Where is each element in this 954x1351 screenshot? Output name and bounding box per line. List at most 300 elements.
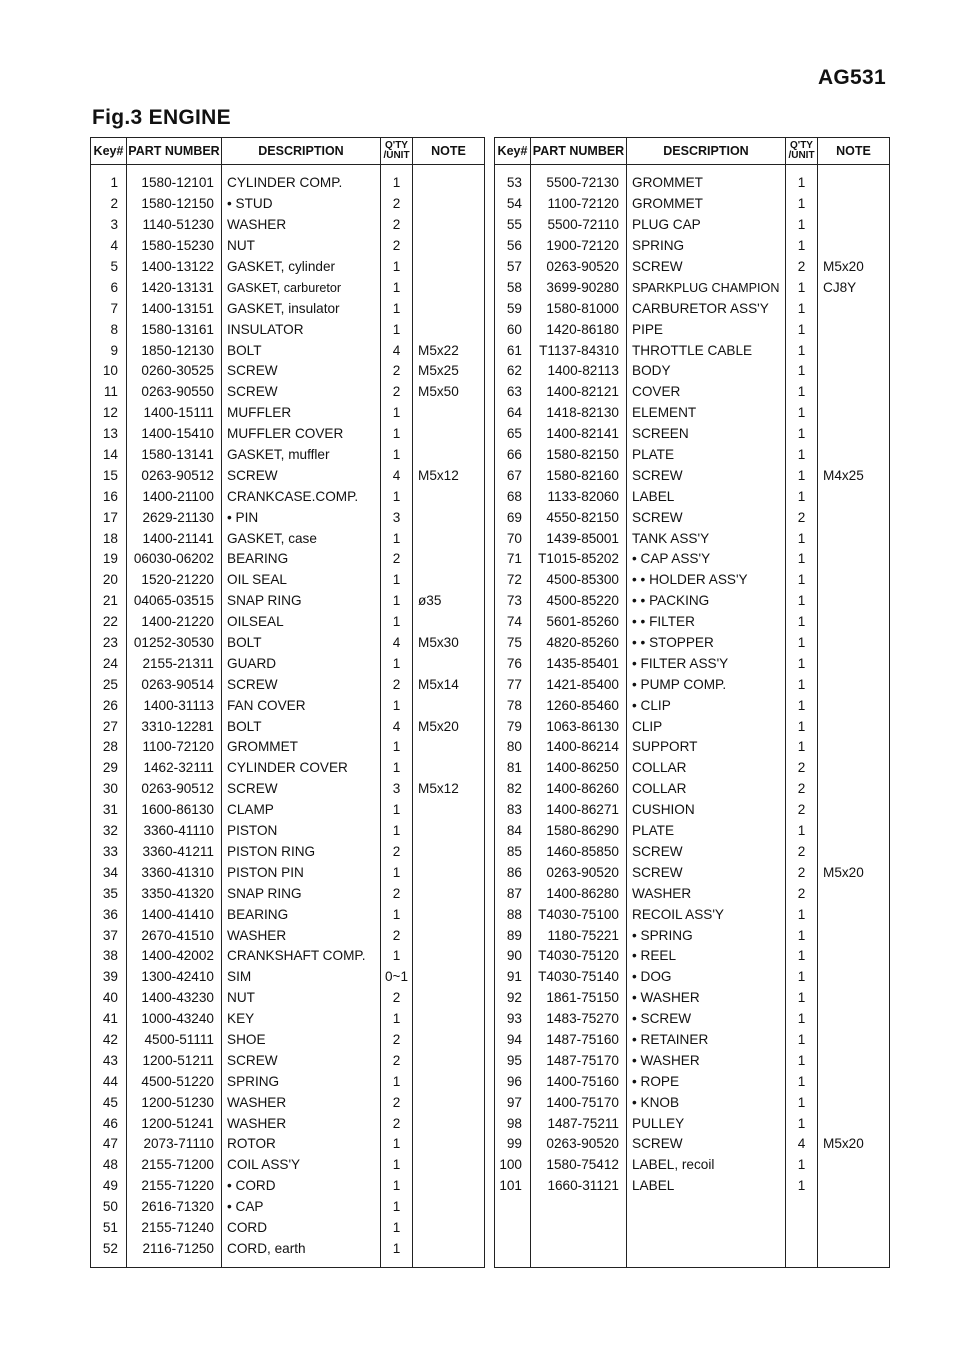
blank-cell bbox=[495, 1218, 531, 1239]
part-qty: 1 bbox=[381, 591, 413, 612]
part-key: 79 bbox=[495, 716, 531, 737]
part-description: LABEL bbox=[627, 1176, 786, 1197]
part-key: 95 bbox=[495, 1050, 531, 1071]
part-number: 1400-86250 bbox=[531, 758, 627, 779]
part-number: 1460-85850 bbox=[531, 842, 627, 863]
part-qty: 2 bbox=[381, 194, 413, 215]
part-description: • • STOPPER bbox=[627, 633, 786, 654]
part-number: 1400-82121 bbox=[531, 382, 627, 403]
part-note bbox=[818, 528, 890, 549]
table-row bbox=[495, 925, 890, 946]
table-row bbox=[495, 612, 890, 633]
part-description: SCREW bbox=[222, 361, 381, 382]
part-description: CYLINDER COMP. bbox=[222, 165, 381, 194]
part-qty: 4 bbox=[786, 1134, 818, 1155]
table-row bbox=[91, 1238, 485, 1259]
part-note: M5x12 bbox=[413, 465, 485, 486]
part-note bbox=[818, 737, 890, 758]
table-row bbox=[91, 465, 485, 486]
part-number: 1483-75270 bbox=[531, 1009, 627, 1030]
part-note bbox=[818, 194, 890, 215]
col-header-part-number: PART NUMBER bbox=[531, 138, 627, 165]
part-qty: 1 bbox=[381, 800, 413, 821]
table-body-right bbox=[495, 165, 890, 1268]
part-qty: 1 bbox=[786, 1030, 818, 1051]
table-row bbox=[91, 946, 485, 967]
part-note bbox=[413, 925, 485, 946]
part-key: 93 bbox=[495, 1009, 531, 1030]
part-key: 60 bbox=[495, 319, 531, 340]
part-number: 3360-41211 bbox=[127, 842, 222, 863]
part-key: 75 bbox=[495, 633, 531, 654]
table-row bbox=[495, 591, 890, 612]
part-qty: 1 bbox=[786, 988, 818, 1009]
table-row bbox=[91, 1176, 485, 1197]
part-note bbox=[413, 842, 485, 863]
part-qty: 1 bbox=[381, 653, 413, 674]
table-row-blank bbox=[495, 1218, 890, 1239]
part-note: M5x14 bbox=[413, 674, 485, 695]
table-row bbox=[495, 1030, 890, 1051]
part-description: ROTOR bbox=[222, 1134, 381, 1155]
part-description: • ROPE bbox=[627, 1071, 786, 1092]
table-row bbox=[495, 653, 890, 674]
part-key: 88 bbox=[495, 904, 531, 925]
part-key: 34 bbox=[91, 862, 127, 883]
part-number: 0263-90520 bbox=[531, 862, 627, 883]
part-number: 1400-13151 bbox=[127, 298, 222, 319]
table-row bbox=[91, 1113, 485, 1134]
part-number: 2155-71240 bbox=[127, 1218, 222, 1239]
blank-cell bbox=[627, 1238, 786, 1259]
part-note bbox=[413, 1197, 485, 1218]
table-row bbox=[495, 445, 890, 466]
part-description: SCREW bbox=[222, 382, 381, 403]
part-number: 1462-32111 bbox=[127, 758, 222, 779]
part-description: SCREW bbox=[627, 465, 786, 486]
part-note bbox=[413, 528, 485, 549]
table-row bbox=[91, 1050, 485, 1071]
part-key: 50 bbox=[91, 1197, 127, 1218]
part-note bbox=[818, 612, 890, 633]
part-qty: 1 bbox=[786, 695, 818, 716]
part-number: 1487-75160 bbox=[531, 1030, 627, 1051]
part-note bbox=[818, 1113, 890, 1134]
part-key: 26 bbox=[91, 695, 127, 716]
part-description: BOLT bbox=[222, 340, 381, 361]
part-note bbox=[413, 1030, 485, 1051]
blank-cell bbox=[531, 1197, 627, 1218]
table-row bbox=[495, 549, 890, 570]
part-key: 29 bbox=[91, 758, 127, 779]
part-number: 4550-82150 bbox=[531, 507, 627, 528]
table-row bbox=[91, 319, 485, 340]
part-note bbox=[413, 1071, 485, 1092]
part-key: 23 bbox=[91, 633, 127, 654]
table-row bbox=[91, 1030, 485, 1051]
blank-cell bbox=[786, 1197, 818, 1218]
part-number: 1400-75160 bbox=[531, 1071, 627, 1092]
table-row bbox=[495, 298, 890, 319]
part-note: M5x20 bbox=[818, 1134, 890, 1155]
part-qty: 1 bbox=[381, 758, 413, 779]
part-qty: 1 bbox=[381, 403, 413, 424]
part-number: 04065-03515 bbox=[127, 591, 222, 612]
part-key: 24 bbox=[91, 653, 127, 674]
table-row bbox=[495, 674, 890, 695]
blank-cell bbox=[786, 1238, 818, 1259]
part-key: 41 bbox=[91, 1009, 127, 1030]
part-note bbox=[818, 1071, 890, 1092]
part-qty: 1 bbox=[381, 319, 413, 340]
part-note bbox=[818, 716, 890, 737]
part-qty: 1 bbox=[786, 737, 818, 758]
part-description: PLATE bbox=[627, 445, 786, 466]
table-row bbox=[91, 403, 485, 424]
table-row bbox=[91, 1092, 485, 1113]
part-note bbox=[818, 842, 890, 863]
part-description: SPRING bbox=[627, 236, 786, 257]
part-description: • SCREW bbox=[627, 1009, 786, 1030]
part-note bbox=[413, 1050, 485, 1071]
part-description: • • HOLDER ASS'Y bbox=[627, 570, 786, 591]
part-note bbox=[818, 904, 890, 925]
table-row bbox=[91, 967, 485, 988]
part-qty: 1 bbox=[381, 424, 413, 445]
part-number: 1580-15230 bbox=[127, 236, 222, 257]
part-qty: 1 bbox=[381, 165, 413, 194]
part-note bbox=[413, 298, 485, 319]
table-row bbox=[91, 800, 485, 821]
part-qty: 1 bbox=[786, 528, 818, 549]
part-note bbox=[818, 591, 890, 612]
part-qty: 1 bbox=[786, 967, 818, 988]
table-row bbox=[91, 277, 485, 298]
table-row bbox=[91, 528, 485, 549]
spacer-cell bbox=[495, 1259, 531, 1268]
part-qty: 2 bbox=[381, 842, 413, 863]
table-row bbox=[495, 737, 890, 758]
part-note bbox=[413, 424, 485, 445]
table-row bbox=[495, 194, 890, 215]
part-qty: 2 bbox=[786, 507, 818, 528]
part-description: TANK ASS'Y bbox=[627, 528, 786, 549]
part-qty: 2 bbox=[786, 883, 818, 904]
part-number: T1015-85202 bbox=[531, 549, 627, 570]
part-description: LABEL, recoil bbox=[627, 1155, 786, 1176]
part-description: SCREEN bbox=[627, 424, 786, 445]
part-note bbox=[818, 633, 890, 654]
part-key: 43 bbox=[91, 1050, 127, 1071]
part-description: KEY bbox=[222, 1009, 381, 1030]
part-key: 20 bbox=[91, 570, 127, 591]
part-key: 74 bbox=[495, 612, 531, 633]
part-description: SIM bbox=[222, 967, 381, 988]
table-row bbox=[495, 904, 890, 925]
part-key: 17 bbox=[91, 507, 127, 528]
part-description: PISTON bbox=[222, 821, 381, 842]
part-number: 1400-13122 bbox=[127, 257, 222, 278]
table-row bbox=[495, 528, 890, 549]
part-qty: 1 bbox=[786, 1176, 818, 1197]
part-description: SCREW bbox=[627, 862, 786, 883]
col-header-qty bbox=[786, 138, 818, 165]
spacer-cell bbox=[127, 1259, 222, 1268]
part-number: 1400-86271 bbox=[531, 800, 627, 821]
part-note bbox=[413, 215, 485, 236]
part-description: • CAP bbox=[222, 1197, 381, 1218]
part-description: SCREW bbox=[627, 257, 786, 278]
part-note bbox=[818, 1092, 890, 1113]
table-row bbox=[495, 361, 890, 382]
part-qty: 2 bbox=[381, 361, 413, 382]
part-number: 1600-86130 bbox=[127, 800, 222, 821]
blank-cell bbox=[531, 1238, 627, 1259]
table-row bbox=[91, 883, 485, 904]
part-qty: 2 bbox=[381, 382, 413, 403]
part-number: 1400-15410 bbox=[127, 424, 222, 445]
part-description: GASKET, muffler bbox=[222, 445, 381, 466]
part-note bbox=[818, 883, 890, 904]
part-key: 86 bbox=[495, 862, 531, 883]
part-key: 22 bbox=[91, 612, 127, 633]
part-note bbox=[818, 967, 890, 988]
part-number: 1400-21220 bbox=[127, 612, 222, 633]
part-qty: 4 bbox=[381, 465, 413, 486]
part-qty: 1 bbox=[381, 486, 413, 507]
part-note bbox=[818, 800, 890, 821]
part-number: 1400-75170 bbox=[531, 1092, 627, 1113]
part-number: 1418-82130 bbox=[531, 403, 627, 424]
part-description: THROTTLE CABLE bbox=[627, 340, 786, 361]
part-note bbox=[413, 403, 485, 424]
part-key: 82 bbox=[495, 779, 531, 800]
part-qty: 1 bbox=[786, 946, 818, 967]
blank-cell bbox=[818, 1238, 890, 1259]
part-number: 1100-72120 bbox=[127, 737, 222, 758]
table-row bbox=[495, 695, 890, 716]
col-header-note: NOTE bbox=[413, 138, 485, 165]
table-row bbox=[91, 215, 485, 236]
part-number: 1580-13161 bbox=[127, 319, 222, 340]
part-description: BOLT bbox=[222, 716, 381, 737]
part-number: 0263-90520 bbox=[531, 1134, 627, 1155]
part-number: 1439-85001 bbox=[531, 528, 627, 549]
part-number: 2616-71320 bbox=[127, 1197, 222, 1218]
table-row bbox=[495, 633, 890, 654]
part-number: 3310-12281 bbox=[127, 716, 222, 737]
spacer-cell bbox=[531, 1259, 627, 1268]
part-qty: 1 bbox=[786, 821, 818, 842]
part-note bbox=[818, 361, 890, 382]
part-number: 1580-82150 bbox=[531, 445, 627, 466]
part-qty: 2 bbox=[381, 1050, 413, 1071]
table-row bbox=[495, 1092, 890, 1113]
part-note bbox=[818, 340, 890, 361]
part-note bbox=[413, 967, 485, 988]
spacer-cell bbox=[381, 1259, 413, 1268]
part-description: SNAP RING bbox=[222, 591, 381, 612]
part-note bbox=[818, 653, 890, 674]
part-number: 2629-21130 bbox=[127, 507, 222, 528]
blank-cell bbox=[818, 1218, 890, 1239]
table-row bbox=[91, 591, 485, 612]
part-number: 0263-90520 bbox=[531, 257, 627, 278]
table-row bbox=[495, 277, 890, 298]
part-description: BOLT bbox=[222, 633, 381, 654]
part-description: NUT bbox=[222, 988, 381, 1009]
part-key: 67 bbox=[495, 465, 531, 486]
figure-title: Fig.3 ENGINE bbox=[92, 106, 231, 129]
part-note bbox=[413, 883, 485, 904]
part-description: COLLAR bbox=[627, 779, 786, 800]
part-note bbox=[413, 904, 485, 925]
part-description: • SPRING bbox=[627, 925, 786, 946]
part-qty: 1 bbox=[786, 1009, 818, 1030]
part-key: 96 bbox=[495, 1071, 531, 1092]
part-qty: 1 bbox=[786, 591, 818, 612]
part-qty: 1 bbox=[786, 549, 818, 570]
part-number: T4030-75140 bbox=[531, 967, 627, 988]
part-key: 83 bbox=[495, 800, 531, 821]
part-key: 80 bbox=[495, 737, 531, 758]
table-row bbox=[91, 1155, 485, 1176]
part-number: 1000-43240 bbox=[127, 1009, 222, 1030]
part-number: 1420-86180 bbox=[531, 319, 627, 340]
part-key: 7 bbox=[91, 298, 127, 319]
table-row bbox=[495, 257, 890, 278]
part-key: 51 bbox=[91, 1218, 127, 1239]
part-qty: 2 bbox=[381, 215, 413, 236]
spacer-cell bbox=[413, 1259, 485, 1268]
table-row bbox=[495, 507, 890, 528]
part-key: 62 bbox=[495, 361, 531, 382]
part-description: CLIP bbox=[627, 716, 786, 737]
part-key: 92 bbox=[495, 988, 531, 1009]
part-number: 1300-42410 bbox=[127, 967, 222, 988]
table-row bbox=[495, 486, 890, 507]
part-qty: 1 bbox=[381, 1238, 413, 1259]
col-header-description: DESCRIPTION bbox=[627, 138, 786, 165]
blank-cell bbox=[627, 1218, 786, 1239]
part-key: 77 bbox=[495, 674, 531, 695]
part-qty: 2 bbox=[786, 842, 818, 863]
part-key: 78 bbox=[495, 695, 531, 716]
part-number: 5500-72130 bbox=[531, 165, 627, 194]
part-description: SCREW bbox=[627, 507, 786, 528]
part-key: 63 bbox=[495, 382, 531, 403]
part-note bbox=[818, 382, 890, 403]
part-note: M5x25 bbox=[413, 361, 485, 382]
part-number: 01252-30530 bbox=[127, 633, 222, 654]
part-note bbox=[413, 862, 485, 883]
part-key: 18 bbox=[91, 528, 127, 549]
part-note bbox=[413, 1113, 485, 1134]
part-description: INSULATOR bbox=[222, 319, 381, 340]
part-note bbox=[413, 319, 485, 340]
part-description: PISTON RING bbox=[222, 842, 381, 863]
table-row bbox=[91, 1071, 485, 1092]
part-note bbox=[818, 165, 890, 194]
part-description: • KNOB bbox=[627, 1092, 786, 1113]
part-qty: 1 bbox=[786, 612, 818, 633]
part-qty: 2 bbox=[786, 779, 818, 800]
part-qty: 2 bbox=[381, 674, 413, 695]
part-description: • • FILTER bbox=[627, 612, 786, 633]
part-note: M5x50 bbox=[413, 382, 485, 403]
part-qty: 1 bbox=[786, 1113, 818, 1134]
part-description: MUFFLER COVER bbox=[222, 424, 381, 445]
part-number: 2155-71200 bbox=[127, 1155, 222, 1176]
part-key: 76 bbox=[495, 653, 531, 674]
table-row bbox=[91, 779, 485, 800]
table-row bbox=[91, 716, 485, 737]
part-qty: 1 bbox=[786, 1050, 818, 1071]
part-qty: 1 bbox=[786, 674, 818, 695]
part-key: 10 bbox=[91, 361, 127, 382]
part-key: 45 bbox=[91, 1092, 127, 1113]
part-description: BEARING bbox=[222, 904, 381, 925]
part-number: 2155-21311 bbox=[127, 653, 222, 674]
table-row bbox=[91, 695, 485, 716]
part-key: 39 bbox=[91, 967, 127, 988]
part-number: 1580-75412 bbox=[531, 1155, 627, 1176]
part-note: M5x30 bbox=[413, 633, 485, 654]
part-number: 1400-86214 bbox=[531, 737, 627, 758]
part-qty: 2 bbox=[381, 883, 413, 904]
part-qty: 1 bbox=[381, 1134, 413, 1155]
table-row bbox=[495, 988, 890, 1009]
part-note bbox=[413, 821, 485, 842]
part-description: SCREW bbox=[627, 1134, 786, 1155]
part-note bbox=[413, 1155, 485, 1176]
part-number: 1400-82141 bbox=[531, 424, 627, 445]
part-key: 49 bbox=[91, 1176, 127, 1197]
part-key: 85 bbox=[495, 842, 531, 863]
part-description: SNAP RING bbox=[222, 883, 381, 904]
part-key: 14 bbox=[91, 445, 127, 466]
part-number: 1580-12101 bbox=[127, 165, 222, 194]
part-key: 73 bbox=[495, 591, 531, 612]
part-description: ELEMENT bbox=[627, 403, 786, 424]
part-key: 84 bbox=[495, 821, 531, 842]
part-description: PULLEY bbox=[627, 1113, 786, 1134]
table-row bbox=[91, 1009, 485, 1030]
part-number: 1400-43230 bbox=[127, 988, 222, 1009]
part-number: 3699-90280 bbox=[531, 277, 627, 298]
part-description: WASHER bbox=[222, 925, 381, 946]
part-qty: 1 bbox=[786, 165, 818, 194]
part-number: 1580-13141 bbox=[127, 445, 222, 466]
part-key: 56 bbox=[495, 236, 531, 257]
table-row bbox=[91, 1218, 485, 1239]
part-number: 1520-21220 bbox=[127, 570, 222, 591]
table-row bbox=[495, 716, 890, 737]
part-number: 1850-12130 bbox=[127, 340, 222, 361]
qty-header-line1: Q'TY bbox=[385, 140, 408, 151]
part-key: 38 bbox=[91, 946, 127, 967]
part-note bbox=[818, 570, 890, 591]
part-description: LABEL bbox=[627, 486, 786, 507]
part-note: M5x20 bbox=[818, 257, 890, 278]
table-row bbox=[91, 382, 485, 403]
part-description: GASKET, cylinder bbox=[222, 257, 381, 278]
part-key: 35 bbox=[91, 883, 127, 904]
part-qty: 1 bbox=[381, 1176, 413, 1197]
part-description: OIL SEAL bbox=[222, 570, 381, 591]
part-number: 1063-86130 bbox=[531, 716, 627, 737]
part-description: SCREW bbox=[222, 779, 381, 800]
